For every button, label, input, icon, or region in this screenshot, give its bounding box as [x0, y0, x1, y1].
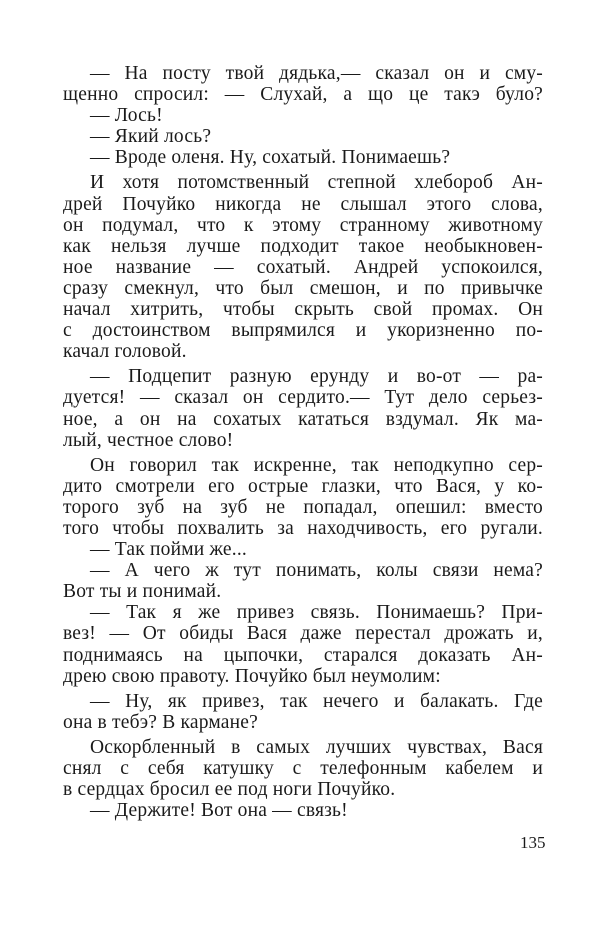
- text-line: — А чего ж тут понимать, колы связи нема?: [90, 560, 543, 582]
- paragraph: [63, 366, 543, 450]
- text-line: И хотя потомственный степной хлебороб Ан-: [90, 172, 543, 194]
- text-line: того чтобы похвалить за находчивость, его ругали.: [63, 517, 543, 539]
- text-line: поднимаясь на цыпочки, старался доказать Ан-: [63, 644, 543, 666]
- paragraph: [63, 539, 543, 560]
- text-line: дрей Почуйко никогда не слышал этого слова,: [63, 193, 543, 215]
- text-line: дуется! — сказал он сердито.— Тут дело серьез-: [63, 387, 543, 409]
- paragraph: [63, 105, 543, 126]
- paragraph: [63, 63, 543, 105]
- paragraph: [63, 560, 543, 602]
- text-line: Оскорбленный в самых лучших чувствах, Вася: [90, 736, 543, 758]
- text-line: — Який лось?: [90, 126, 212, 148]
- text-line: с достоинством выпрямился и укоризненно по-: [63, 320, 543, 342]
- text-line: качал головой.: [63, 341, 187, 363]
- text-line: дрею свою правоту. Почуйко был неумолим:: [63, 665, 441, 687]
- page-number: 135: [520, 833, 546, 852]
- text-line: Вот ты и понимай.: [63, 581, 222, 603]
- text-line: дито смотрели его острые глазки, что Вася, у ко-: [63, 475, 543, 497]
- text-line: — Так я же привез связь. Понимаешь? При-: [90, 602, 543, 624]
- text-line: — На посту твой дядька,— сказал он и сму-: [90, 63, 543, 84]
- text-line: вез! — От обиды Вася даже перестал дрожать и,: [63, 623, 543, 645]
- text-line: — Лось!: [90, 105, 163, 127]
- text-line: Он говорил так искренне, так неподкупно сер-: [90, 454, 543, 476]
- book-page-text: [63, 63, 543, 821]
- text-line: как нельзя лучше подходит такое необыкновен-: [63, 235, 543, 257]
- text-line: ное название — сохатый. Андрей успокоился,: [63, 256, 543, 278]
- text-line: — Ну, як привез, так нечего и балакать. Где: [90, 690, 543, 712]
- text-line: — Так пойми же...: [90, 539, 247, 561]
- text-line: в сердцах бросил ее под ноги Почуйко.: [63, 779, 396, 801]
- text-line: — Подцепит разную ерунду и во-от — ра-: [90, 366, 543, 388]
- text-line: начал хитрить, чтобы скрыть свой промах. Он: [63, 299, 543, 321]
- paragraph: [63, 691, 543, 733]
- paragraph: [63, 126, 543, 147]
- text-line: — Вроде оленя. Ну, сохатый. Понимаешь?: [90, 147, 451, 169]
- paragraph: [63, 147, 543, 168]
- paragraph: [63, 602, 543, 686]
- text-line: торого зуб на зуб не попадал, опешил: вместо: [63, 496, 543, 518]
- paragraph: [63, 800, 543, 821]
- paragraph: [63, 172, 543, 362]
- text-line: она в тебэ? В кармане?: [63, 711, 258, 733]
- text-line: — Держите! Вот она — связь!: [90, 800, 348, 822]
- text-line: снял с себя катушку с телефонным кабелем и: [63, 758, 543, 779]
- text-line: он подумал, что к этому странному животному: [63, 214, 543, 236]
- text-line: щенно спросил: — Слухай, а що це такэ було?: [63, 84, 543, 106]
- text-line: сразу смекнул, что был смешон, и по привычке: [63, 277, 543, 299]
- paragraph: [63, 737, 543, 800]
- text-line: ное, а он на сохатых кататься вздумал. Як ма-: [63, 408, 543, 430]
- text-line: лый, честное слово!: [63, 429, 234, 451]
- paragraph: [63, 455, 543, 539]
